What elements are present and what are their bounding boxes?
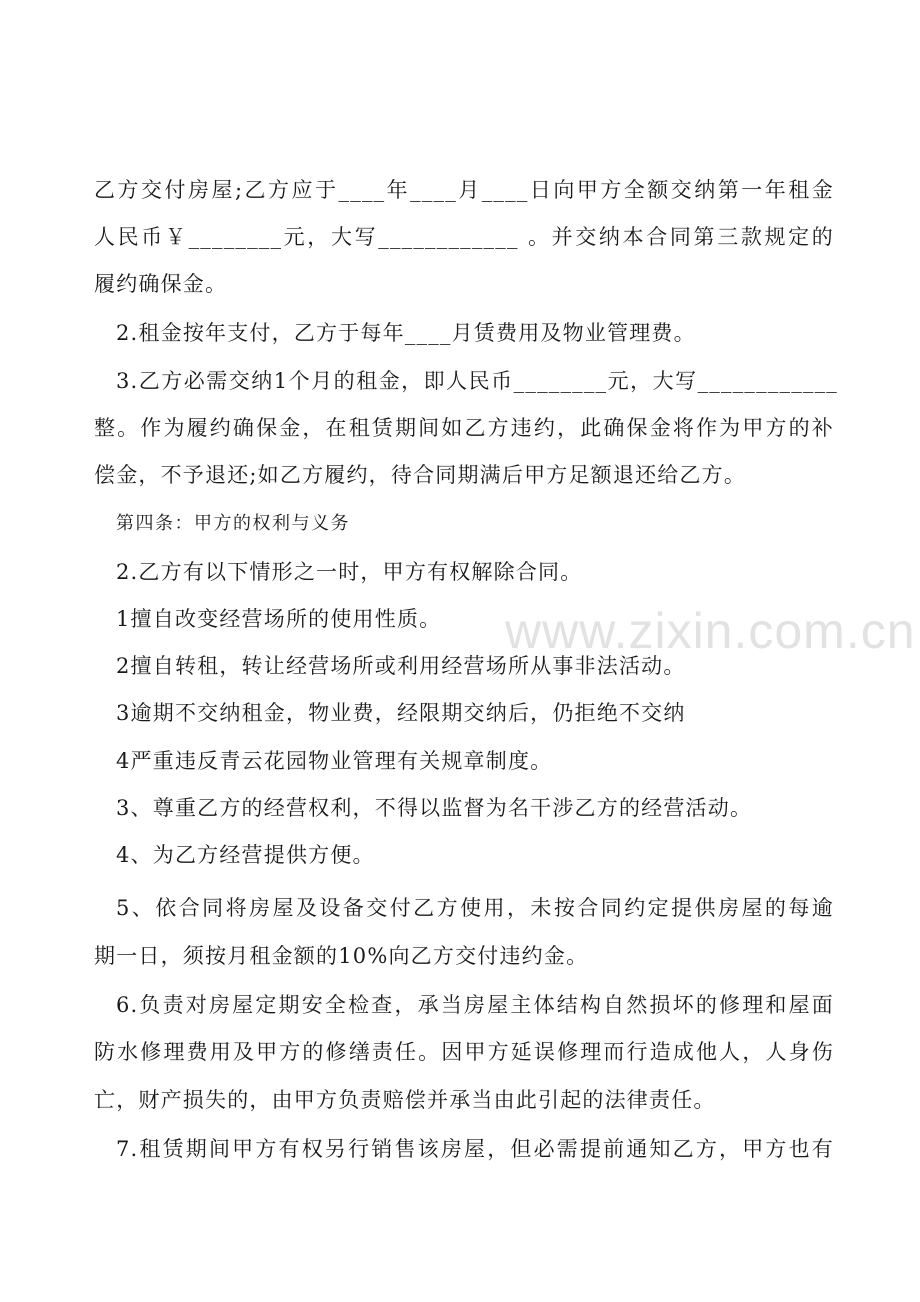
text-line: 整。作为履约确保金，在租赁期间如乙方违约，此确保金将作为甲方的补 (94, 416, 834, 440)
text-line: 人民币￥________元，大写____________ 。并交纳本合同第三款规定的 (94, 225, 834, 249)
text-line: 偿金，不予退还;如乙方履约，待合同期满后甲方足额退还给乙方。 (94, 463, 747, 487)
section-heading: 第四条：甲方的权利与义务 (116, 513, 350, 534)
text-line: 2.租金按年支付，乙方于每年____月赁费用及物业管理费。 (116, 321, 696, 345)
watermark: www.zixin.com.cn (505, 603, 916, 659)
text-line: 乙方交付房屋;乙方应于____年____月____日向甲方全额交纳第一年租金 (94, 178, 834, 202)
text-line: 3逾期不交纳租金，物业费，经限期交纳后，仍拒绝不交纳 (116, 701, 686, 725)
text-line: 防水修理费用及甲方的修缮责任。因甲方延误修理而行造成他人，人身伤 (94, 1040, 834, 1064)
text-line: 5、依合同将房屋及设备交付乙方使用，未按合同约定提供房屋的每逾 (116, 896, 834, 920)
text-line: 2擅自转租，转让经营场所或利用经营场所从事非法活动。 (116, 654, 686, 678)
text-line: 1擅自改变经营场所的使用性质。 (116, 607, 442, 631)
text-line: 期一日，须按月租金额的10%向乙方交付违约金。 (94, 944, 589, 968)
text-line: 2.乙方有以下情形之一时，甲方有权解除合同。 (116, 560, 583, 584)
text-line: 4严重违反青云花园物业管理有关规章制度。 (116, 749, 553, 773)
text-line: 3.乙方必需交纳1个月的租金，即人民币________元，大写____________ (116, 369, 838, 393)
text-line: 4、为乙方经营提供方便。 (116, 843, 375, 867)
text-line: 7.租赁期间甲方有权另行销售该房屋，但必需提前通知乙方，甲方也有 (116, 1137, 834, 1161)
text-line: 履约确保金。 (94, 272, 228, 296)
text-line: 亡，财产损失的，由甲方负责赔偿并承当由此引起的法律责任。 (94, 1088, 716, 1112)
text-line: 6.负责对房屋定期安全检查，承当房屋主体结构自然损坏的修理和屋面 (116, 993, 834, 1017)
text-line: 3、尊重乙方的经营权利，不得以监督为名干涉乙方的经营活动。 (116, 796, 753, 820)
